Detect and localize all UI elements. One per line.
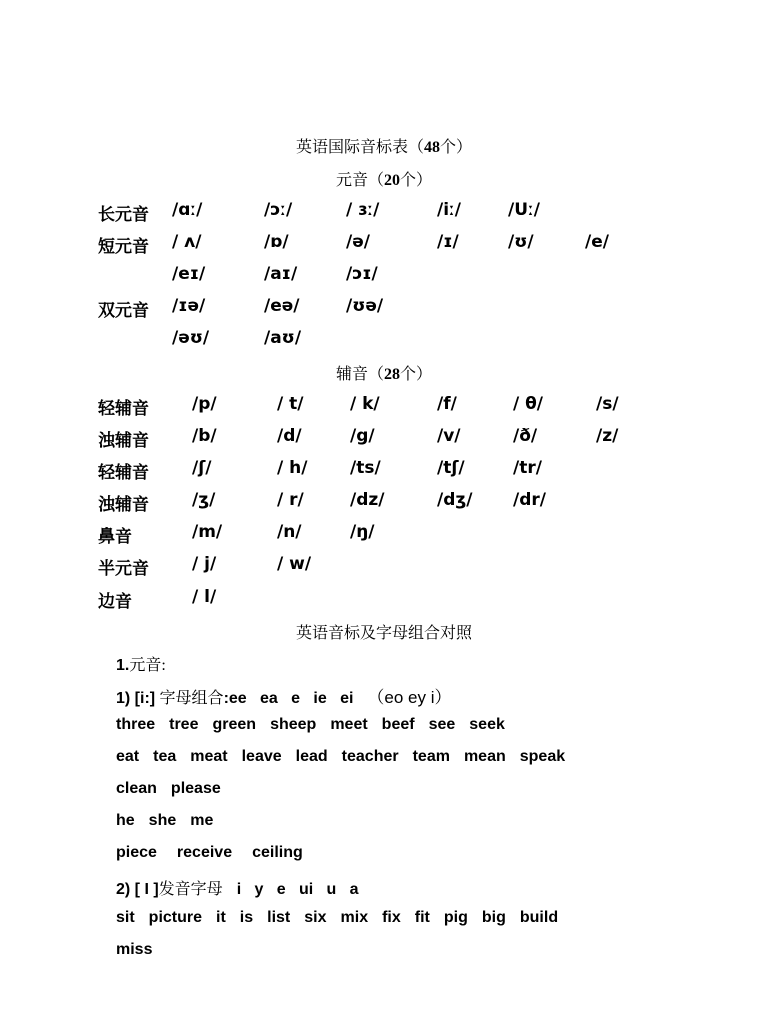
phoneme: /ʒ/ [192, 490, 216, 510]
word: picture [148, 909, 203, 926]
item1-header: 1) [i:] 字母组合:ee ea e ie ei （eo ey i） [116, 688, 452, 707]
vowel-row-diphthong-2 [0, 296, 768, 320]
phoneme: /ʊə/ [346, 296, 384, 316]
word: please [170, 780, 221, 797]
vowel-row-diphthong-3 [0, 328, 768, 352]
phoneme: /ə/ [346, 232, 370, 252]
phoneme: /f/ [437, 394, 457, 414]
phoneme: / t/ [277, 394, 304, 414]
phoneme: / w/ [277, 554, 312, 574]
phoneme: /ɔː/ [264, 200, 293, 220]
row-label: 轻辅音 [98, 399, 149, 418]
row-label: 短元音 [98, 237, 149, 256]
phoneme: /ð/ [513, 426, 538, 446]
word: it [216, 909, 226, 926]
consonant-row-1 [0, 394, 768, 418]
word: meet [330, 716, 368, 733]
phoneme: / l/ [192, 587, 217, 607]
row-label: 轻辅音 [98, 463, 149, 482]
section-title: 英语音标及字母组合对照 [295, 625, 472, 642]
vowel-row-long [0, 200, 768, 224]
phoneme: /aʊ/ [264, 328, 302, 348]
page-title: 英语国际音标表（48个） [295, 139, 473, 156]
word: sit [116, 909, 135, 926]
phoneme: / r/ [277, 490, 304, 510]
phoneme: /ɒ/ [264, 232, 289, 252]
phoneme: /dr/ [513, 490, 546, 510]
phoneme: /g/ [350, 426, 375, 446]
phoneme: /dz/ [350, 490, 385, 510]
word: lead [295, 748, 328, 765]
consonant-row-lateral [0, 587, 768, 611]
word: meat [190, 748, 228, 765]
phoneme: /s/ [596, 394, 619, 414]
phoneme: / h/ [277, 458, 308, 478]
word-line [116, 716, 519, 734]
item2-header: 2) [ I ]发音字母 i y e ui u a [116, 881, 359, 898]
word: she [148, 812, 177, 829]
row-label: 浊辅音 [98, 431, 149, 450]
phoneme: / j/ [192, 554, 217, 574]
phoneme: /dʒ/ [437, 490, 473, 510]
word: mean [463, 748, 506, 765]
phoneme: /n/ [277, 522, 302, 542]
word: mix [340, 909, 369, 926]
word-line [116, 844, 323, 862]
phoneme: /eɪ/ [172, 264, 206, 284]
phoneme: /b/ [192, 426, 217, 446]
word: receive [176, 844, 233, 861]
phoneme: / ʌ/ [172, 232, 202, 252]
phoneme: /ʊ/ [508, 232, 534, 252]
word: team [412, 748, 450, 765]
phoneme: /z/ [596, 426, 619, 446]
consonant-row-4 [0, 490, 768, 514]
word: beef [381, 716, 415, 733]
row-label: 鼻音 [98, 527, 132, 546]
phoneme: /ts/ [350, 458, 381, 478]
word: miss [116, 941, 153, 958]
phoneme: /eə/ [264, 296, 300, 316]
phoneme: /m/ [192, 522, 223, 542]
phoneme: /ɔɪ/ [346, 264, 378, 284]
word-line [116, 909, 572, 927]
row-label: 边音 [98, 592, 132, 611]
word-line [116, 780, 235, 798]
phoneme: /d/ [277, 426, 302, 446]
row-label: 半元音 [98, 559, 149, 578]
row-label: 浊辅音 [98, 495, 149, 514]
consonant-row-2 [0, 426, 768, 450]
phoneme: /əʊ/ [172, 328, 210, 348]
phoneme: /tr/ [513, 458, 542, 478]
word: three [116, 716, 156, 733]
word-line [116, 941, 166, 959]
phoneme: /tʃ/ [437, 458, 465, 478]
word: big [481, 909, 506, 926]
consonant-heading: 辅音（28个） [335, 366, 433, 383]
word: is [239, 909, 254, 926]
word: speak [519, 748, 566, 765]
word: piece [116, 844, 157, 861]
consonant-row-semivowel [0, 554, 768, 578]
phoneme: /ɪ/ [437, 232, 459, 252]
word: clean [116, 780, 157, 797]
word: fit [414, 909, 430, 926]
phoneme: /v/ [437, 426, 461, 446]
phoneme: / ɜː/ [346, 200, 380, 220]
vowel-row-short [0, 232, 768, 256]
phoneme: /p/ [192, 394, 217, 414]
word: pig [443, 909, 468, 926]
word: ceiling [252, 844, 303, 861]
vowel-section-label: 1.元音: [116, 657, 166, 674]
word: seek [469, 716, 505, 733]
phoneme: /ʃ/ [192, 458, 212, 478]
vowel-row-diphthong-1 [0, 264, 768, 288]
word-line [116, 812, 227, 830]
vowel-heading: 元音（20个） [335, 172, 433, 189]
word: see [428, 716, 456, 733]
word: sheep [270, 716, 317, 733]
word: me [190, 812, 214, 829]
phoneme: / k/ [350, 394, 380, 414]
word: tea [153, 748, 177, 765]
word: teacher [341, 748, 399, 765]
word: eat [116, 748, 140, 765]
phoneme: / θ/ [513, 394, 544, 414]
row-label: 双元音 [98, 301, 149, 320]
phoneme: /iː/ [437, 200, 461, 220]
consonant-row-nasal [0, 522, 768, 546]
word: green [212, 716, 257, 733]
row-label: 长元音 [98, 205, 149, 224]
word: fix [382, 909, 401, 926]
word: six [304, 909, 327, 926]
phoneme: /Uː/ [508, 200, 540, 220]
phoneme: /ɑː/ [172, 200, 203, 220]
word: leave [241, 748, 282, 765]
phoneme: /aɪ/ [264, 264, 298, 284]
word: he [116, 812, 135, 829]
word: list [267, 909, 291, 926]
consonant-row-3 [0, 458, 768, 482]
word: tree [169, 716, 199, 733]
word: build [519, 909, 559, 926]
phoneme: /e/ [585, 232, 609, 252]
phoneme: /ŋ/ [350, 522, 375, 542]
phoneme: /ɪə/ [172, 296, 206, 316]
word-line [116, 748, 579, 766]
